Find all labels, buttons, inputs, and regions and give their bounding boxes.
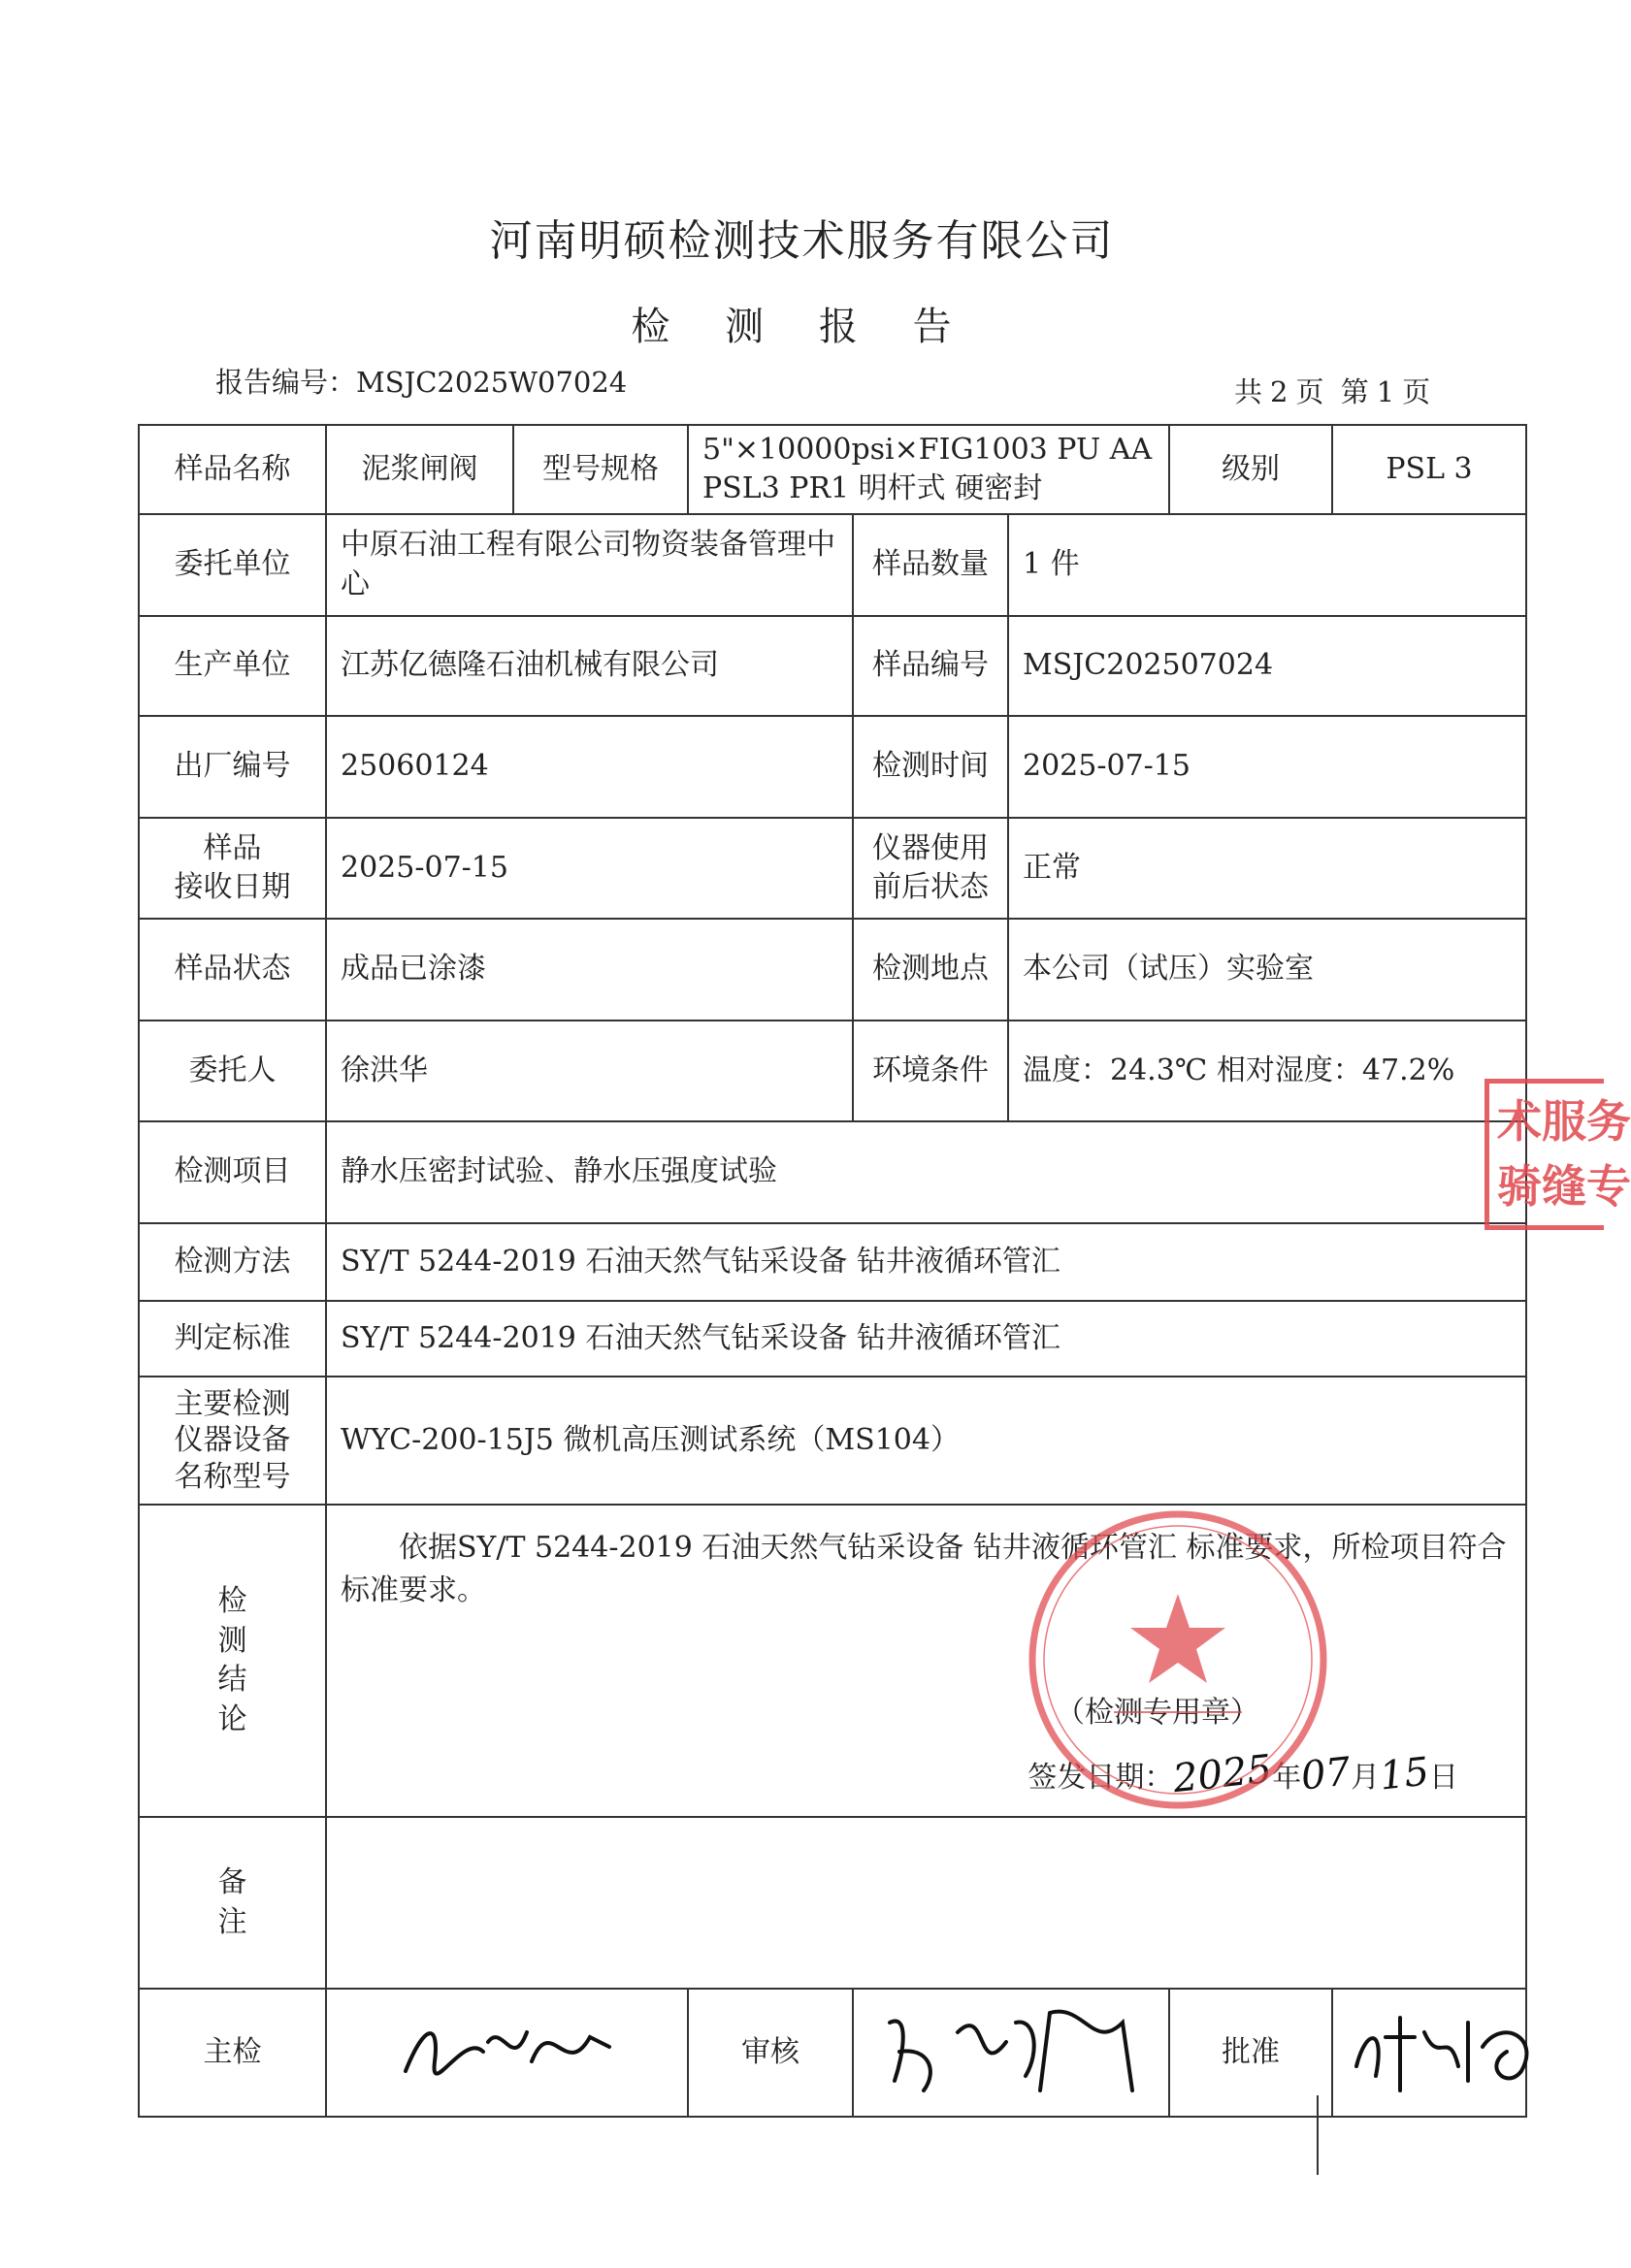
level-value: PSL 3 (1332, 425, 1526, 514)
items-label: 检测项目 (139, 1121, 326, 1223)
receive-date-label-1: 样品 (203, 830, 262, 865)
client-label: 委托单位 (139, 514, 326, 616)
quantity-label: 样品数量 (853, 514, 1008, 616)
company-name: 河南明硕检测技术服务有限公司 (489, 216, 1115, 266)
issue-month: 07 (1298, 1749, 1354, 1799)
report-number-label: 报告编号： (215, 366, 357, 399)
equipment-label (139, 1377, 326, 1505)
table-row (139, 616, 1526, 716)
pages-total-prefix: 共 (1234, 375, 1263, 408)
remark-label (139, 1817, 326, 1989)
reviewer-signature-mark (870, 1993, 1152, 2100)
method-value: SY/T 5244-2019 石油天然气钻采设备 钻井液循环管汇 (326, 1223, 1526, 1301)
receive-date-label-2: 接收日期 (174, 870, 291, 904)
signature-stroke (1317, 2095, 1319, 2175)
inspector-signature (326, 1989, 688, 2117)
sample-no-value: MSJC202507024 (1008, 616, 1526, 716)
criterion-label: 判定标准 (139, 1301, 326, 1377)
sample-name-value: 泥浆闸阀 (326, 425, 513, 514)
conclusion-seal-text: （检测专用章） (1056, 1696, 1259, 1730)
sample-state-value: 成品已涂漆 (326, 919, 853, 1021)
location-label: 检测地点 (853, 919, 1008, 1021)
receive-date-label (139, 818, 326, 919)
table-row (139, 1121, 1526, 1223)
table-row (139, 818, 1526, 919)
report-number (215, 361, 627, 401)
items-value: 静水压密封试验、静水压强度试验 (326, 1121, 1526, 1223)
test-time-value: 2025-07-15 (1008, 716, 1526, 818)
entrustor-label: 委托人 (139, 1021, 326, 1121)
factory-no-value: 25060124 (326, 716, 853, 818)
conclusion-label-char: 测 (217, 1623, 247, 1658)
equipment-label-1: 主要检测 (174, 1386, 291, 1421)
report-number-value: MSJC2025W07024 (356, 366, 628, 399)
reviewer-signature (853, 1989, 1169, 2117)
conclusion-text: 依据SY/T 5244-2019 石油天然气钻采设备 钻井液循环管汇 标准要求，所检项目符合标准要求。 (341, 1531, 1507, 1607)
test-time-label: 检测时间 (853, 716, 1008, 818)
inspector-signature-mark (396, 2003, 619, 2090)
receive-date-value: 2025-07-15 (326, 818, 853, 919)
inspector-label: 主检 (139, 1989, 326, 2117)
table-row (139, 1301, 1526, 1377)
page-info (1230, 371, 1434, 410)
equipment-value: WYC-200-15J5 微机高压测试系统（MS104） (326, 1377, 1526, 1505)
model-label: 型号规格 (513, 425, 688, 514)
page-current: 1 (1376, 375, 1395, 408)
instrument-state-label (853, 818, 1008, 919)
manufacturer-label: 生产单位 (139, 616, 326, 716)
remark-label-char: 备 (217, 1865, 247, 1899)
table-row (139, 1021, 1526, 1121)
level-label: 级别 (1169, 425, 1332, 514)
method-label: 检测方法 (139, 1223, 326, 1301)
instrument-state-label-1: 仪器使用 (872, 830, 989, 865)
month-unit: 月 (1351, 1761, 1381, 1795)
criterion-value: SY/T 5244-2019 石油天然气钻采设备 钻井液循环管汇 (326, 1301, 1526, 1377)
paging-seal-icon: 术服务 骑缝专 (1484, 1079, 1604, 1230)
location-value: 本公司（试压）实验室 (1008, 919, 1526, 1021)
approver-signature (1332, 1989, 1526, 2117)
day-unit: 日 (1429, 1761, 1458, 1795)
entrustor-value: 徐洪华 (326, 1021, 853, 1121)
factory-no-label: 出厂编号 (139, 716, 326, 818)
page-current-prefix: 第 (1340, 375, 1369, 408)
table-row (139, 716, 1526, 818)
instrument-state-label-2: 前后状态 (872, 870, 989, 904)
conclusion-label-char: 结 (217, 1663, 247, 1697)
pages-total-suffix: 页 (1295, 375, 1324, 408)
report-title: 检 测 报 告 (631, 305, 973, 349)
remark-value (326, 1817, 1526, 1989)
conclusion-label (139, 1505, 326, 1817)
report-table (138, 424, 1527, 2118)
table-row (139, 514, 1526, 616)
official-seal-icon (1027, 1508, 1329, 1811)
model-value (688, 425, 1169, 514)
table-row (139, 1817, 1526, 1989)
equipment-label-2: 仪器设备 (174, 1423, 291, 1458)
table-row (139, 425, 1526, 514)
page-current-suffix: 页 (1402, 375, 1431, 408)
table-row (139, 919, 1526, 1021)
environment-label: 环境条件 (853, 1021, 1008, 1121)
sample-state-label: 样品状态 (139, 919, 326, 1021)
pages-total: 2 (1270, 375, 1288, 408)
model-line-1: 5"×10000psi×FIG1003 PU AA (702, 432, 1153, 467)
issue-year: 2025 (1171, 1746, 1275, 1802)
issue-date-label: 签发日期： (1028, 1761, 1174, 1795)
approver-signature-mark (1347, 1998, 1550, 2095)
model-line-2: PSL3 PR1 明杆式 硬密封 (702, 471, 1043, 505)
instrument-state-value: 正常 (1008, 818, 1526, 919)
environment-value: 温度：24.3℃ 相对湿度：47.2% (1008, 1021, 1526, 1121)
reviewer-label: 审核 (688, 1989, 853, 2117)
table-row (139, 1377, 1526, 1505)
client-value: 中原石油工程有限公司物资装备管理中心 (326, 514, 853, 616)
equipment-label-3: 名称型号 (174, 1459, 291, 1494)
issue-day: 15 (1377, 1749, 1432, 1799)
quantity-value: 1 件 (1008, 514, 1526, 616)
approver-label: 批准 (1169, 1989, 1332, 2117)
conclusion-label-char: 论 (217, 1701, 247, 1736)
sample-name-label: 样品名称 (139, 425, 326, 514)
sample-no-label: 样品编号 (853, 616, 1008, 716)
remark-label-char: 注 (217, 1904, 247, 1939)
year-unit: 年 (1272, 1761, 1302, 1795)
manufacturer-value: 江苏亿德隆石油机械有限公司 (326, 616, 853, 716)
conclusion-label-char: 检 (217, 1584, 247, 1618)
table-row (139, 1223, 1526, 1301)
